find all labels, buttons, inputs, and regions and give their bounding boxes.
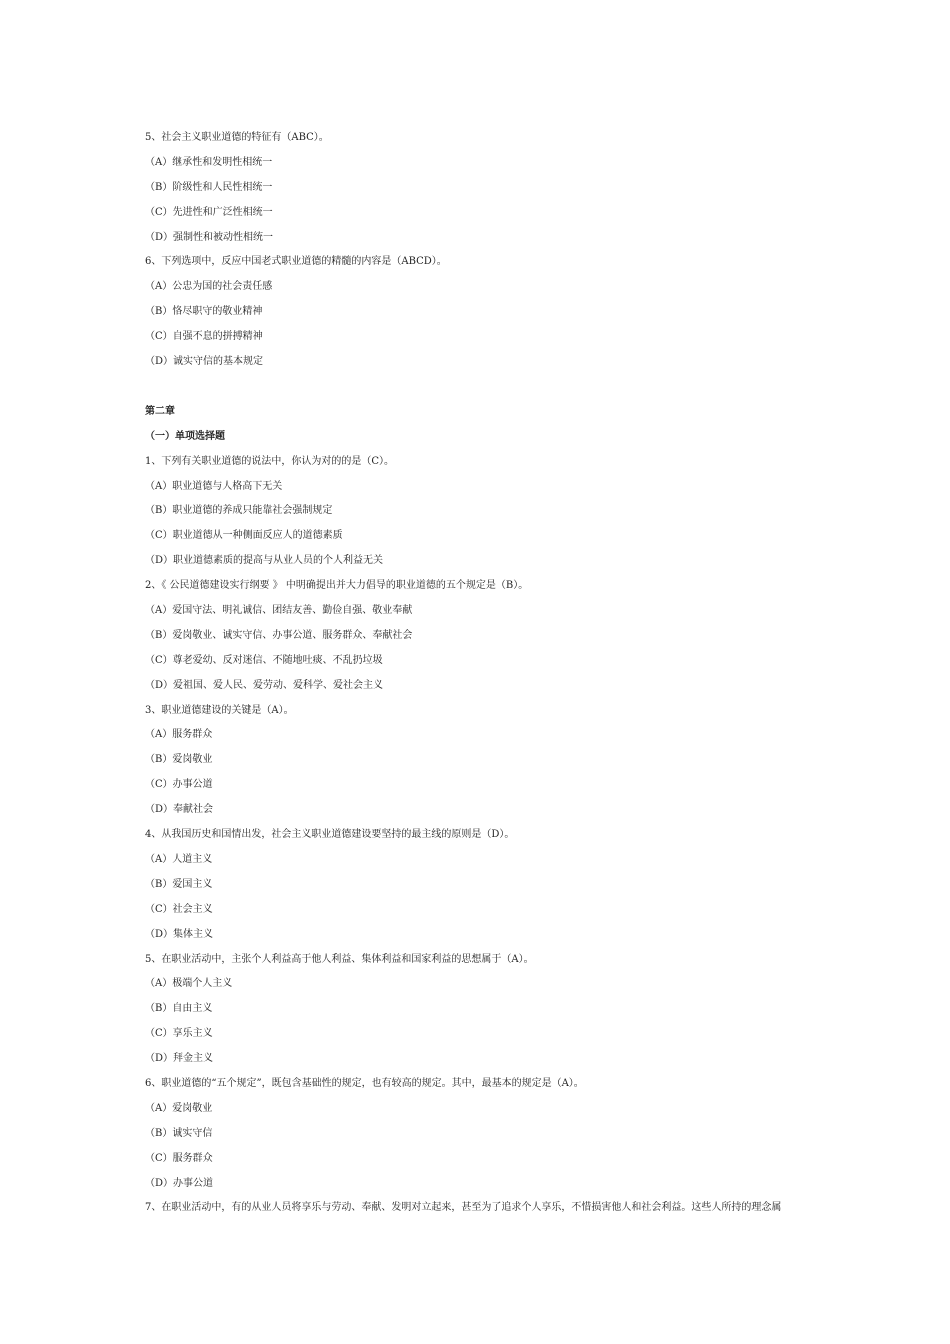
option-b: （B）职业道德的养成只能靠社会强制规定 [145, 505, 333, 517]
option-d: （D）爱祖国、爱人民、爱劳动、爱科学、爱社会主义 [145, 679, 384, 691]
question-5: 5、社会主义职业道德的特征有（ABC）。 [145, 132, 329, 143]
option-c: （C）享乐主义 [145, 1028, 213, 1040]
document-page [145, 126, 815, 1221]
option-a: （A）人道主义 [145, 853, 213, 865]
option-c: （C）职业道德从一种侧面反应人的道德素质 [145, 530, 343, 542]
option-a: （A）服务群众 [145, 729, 213, 741]
question-1: 1、下列有关职业道德的说法中，你认为对的的是（C）。 [145, 455, 395, 467]
option-d: （D）诚实守信的基本规定 [145, 356, 264, 368]
option-a: （A）爱岗敬业 [145, 1102, 213, 1114]
option-d: （D）集体主义 [145, 928, 214, 940]
question-5: 5、在职业活动中，主张个人利益高于他人利益、集体利益和国家利益的思想属于（A）。 [145, 953, 534, 965]
question-6: 6、下列选项中，反应中国老式职业道德的精髓的内容是（ABCD）。 [145, 256, 447, 268]
question-2: 2、《 公民道德建设实行纲要 》 中明确提出并大力倡导的职业道德的五个规定是（B）。 [145, 580, 529, 592]
option-d: （D）办事公道 [145, 1177, 214, 1189]
blank-gap [145, 375, 815, 400]
option-b: （B）恪尽职守的敬业精神 [145, 306, 263, 318]
question-6: 6、职业道德的“五个规定”，既包含基础性的规定，也有较高的规定。其中，最基本的规定是（A）。 [145, 1077, 584, 1089]
option-c: （C）自强不息的拼搏精神 [145, 331, 263, 343]
question-3: 3、职业道德建设的关键是（A）。 [145, 704, 294, 716]
chapter-title: 第二章 [145, 405, 175, 417]
question-4: 4、从我国历史和国情出发，社会主义职业道德建设要坚持的最主线的原则是（D）。 [145, 829, 515, 841]
option-a: （A）爱国守法、明礼诚信、团结友善、勤俭自强、敬业奉献 [145, 605, 413, 617]
option-d: （D）职业道德素质的提高与从业人员的个人利益无关 [145, 555, 384, 567]
option-c: （C）服务群众 [145, 1152, 213, 1164]
section-title: （一）单项选择题 [145, 430, 225, 442]
option-a: （A）公忠为国的社会责任感 [145, 281, 273, 293]
option-b: （B）爱岗敬业 [145, 754, 213, 766]
option-b: （B）阶级性和人民性相统一 [145, 181, 273, 193]
option-b: （B）自由主义 [145, 1003, 213, 1015]
option-b: （B）诚实守信 [145, 1127, 213, 1139]
option-c: （C）社会主义 [145, 903, 213, 915]
option-a: （A）继承性和发明性相统一 [145, 156, 273, 168]
question-7: 7、在职业活动中，有的从业人员将享乐与劳动、奉献、发明对立起来，甚至为了追求个人享乐，不惜损害他人和社会利益。这些人所持的理念属 [145, 1202, 782, 1214]
option-b: （B）爱岗敬业、诚实守信、办事公道、服务群众、奉献社会 [145, 629, 413, 641]
option-c: （C）先进性和广泛性相统一 [145, 206, 273, 218]
option-a: （A）职业道德与人格高下无关 [145, 480, 283, 492]
option-c: （C）尊老爱幼、反对迷信、不随地吐痰、不乱扔垃圾 [145, 654, 383, 666]
option-b: （B）爱国主义 [145, 878, 213, 890]
option-d: （D）奉献社会 [145, 804, 214, 816]
option-a: （A）极端个人主义 [145, 978, 233, 990]
option-d: （D）强制性和被动性相统一 [145, 231, 274, 243]
option-d: （D）拜金主义 [145, 1053, 214, 1065]
option-c: （C）办事公道 [145, 779, 213, 791]
